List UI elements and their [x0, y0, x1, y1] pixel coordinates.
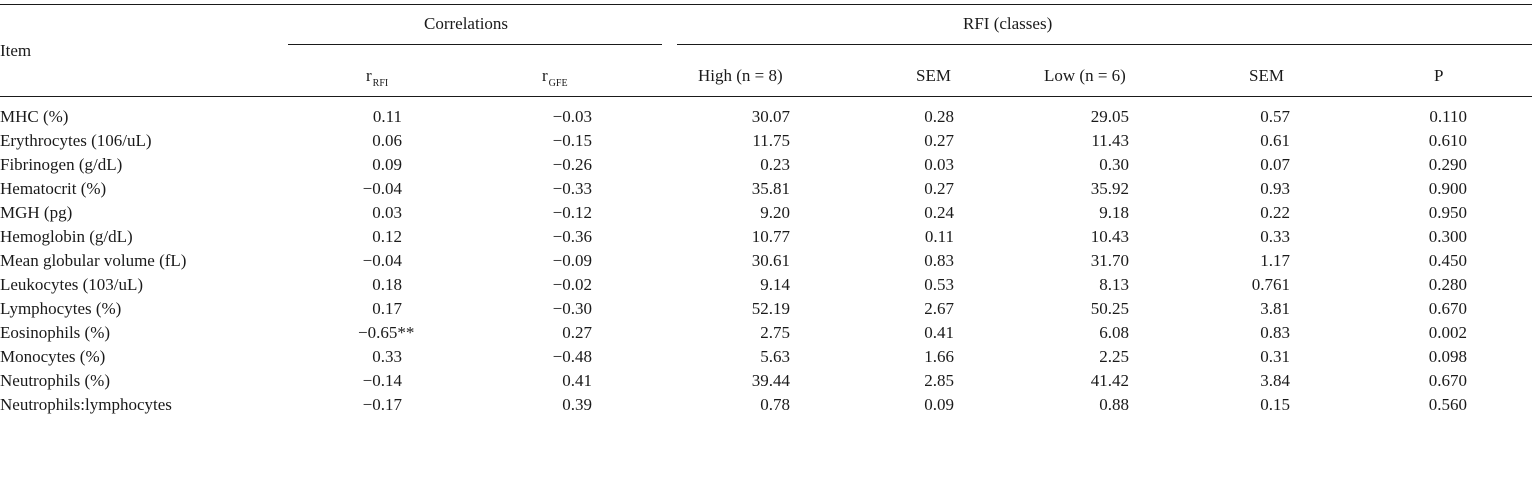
cell-sem-1: 0.27: [924, 131, 954, 150]
header-sem-1: SEM: [916, 66, 951, 85]
header-correlations: Correlations: [424, 14, 509, 33]
cell-sem-2: 3.81: [1260, 299, 1290, 318]
cell-r-rfi: −0.04: [362, 179, 402, 198]
cell-low: 8.13: [1099, 275, 1129, 294]
cell-sem-1: 2.67: [924, 299, 954, 318]
cell-sem-2: 0.83: [1260, 323, 1290, 342]
cell-item: Monocytes (%): [0, 347, 106, 366]
cell-r-gfe: −0.36: [552, 227, 592, 246]
cell-r-gfe: −0.33: [552, 179, 592, 198]
cell-p: 0.670: [1428, 299, 1467, 318]
cell-p: 0.610: [1428, 131, 1467, 150]
cell-sem-1: 2.85: [924, 371, 954, 390]
header-bottom-rule: [0, 96, 1532, 97]
cell-r-gfe: 0.41: [562, 371, 592, 390]
cell-r-rfi: −0.17: [362, 395, 402, 414]
cell-r-rfi: −0.04: [362, 251, 402, 270]
cell-r-gfe: −0.48: [552, 347, 592, 366]
cell-low: 10.43: [1090, 227, 1129, 246]
cell-item: Fibrinogen (g/dL): [0, 155, 123, 174]
correlations-underline: [288, 44, 662, 45]
cell-sem-2: 3.84: [1260, 371, 1290, 390]
cell-low: 35.92: [1090, 179, 1129, 198]
cell-sem-1: 0.28: [924, 107, 954, 126]
cell-p: 0.110: [1429, 107, 1467, 126]
cell-sem-2: 0.93: [1260, 179, 1290, 198]
cell-r-gfe: −0.02: [552, 275, 592, 294]
cell-item: Neutrophils (%): [0, 371, 111, 390]
cell-sem-2: 0.22: [1260, 203, 1290, 222]
cell-item: Hematocrit (%): [0, 179, 107, 198]
cell-sem-1: 0.24: [924, 203, 954, 222]
cell-item: Lymphocytes (%): [0, 299, 122, 318]
header-r-gfe: [542, 66, 568, 89]
cell-sem-1: 0.11: [924, 227, 954, 246]
cell-r-rfi: 0.18: [372, 275, 402, 294]
cell-sem-1: 0.03: [924, 155, 954, 174]
cell-item: Neutrophils:lymphocytes: [0, 395, 172, 414]
cell-r-gfe: −0.26: [552, 155, 592, 174]
cell-sem-2: 0.15: [1260, 395, 1290, 414]
cell-sem-1: 0.27: [924, 179, 954, 198]
cell-high: 10.77: [751, 227, 790, 246]
cell-sem-2: 1.17: [1260, 251, 1290, 270]
table-top-rule: [0, 4, 1532, 5]
cell-high: 39.44: [751, 371, 790, 390]
r-gfe-subscript: GFE: [548, 78, 568, 89]
cell-r-gfe: 0.39: [562, 395, 592, 414]
cell-high: 30.07: [751, 107, 790, 126]
cell-low: 9.18: [1099, 203, 1129, 222]
cell-r-gfe: −0.09: [552, 251, 592, 270]
cell-sem-2: 0.33: [1260, 227, 1290, 246]
cell-p: 0.670: [1428, 371, 1467, 390]
header-low: Low (n = 6): [1044, 66, 1126, 85]
cell-r-gfe: −0.30: [552, 299, 592, 318]
cell-p: 0.002: [1428, 323, 1467, 342]
cell-item: Leukocytes (103/uL): [0, 275, 144, 294]
cell-high: 11.75: [752, 131, 790, 150]
cell-low: 0.88: [1099, 395, 1129, 414]
cell-p: 0.280: [1428, 275, 1467, 294]
cell-r-rfi: 0.11: [372, 107, 402, 126]
cell-r-rfi: 0.03: [372, 203, 402, 222]
cell-r-rfi: −0.14: [362, 371, 402, 390]
cell-r-gfe: 0.27: [562, 323, 592, 342]
cell-r-gfe: −0.12: [552, 203, 592, 222]
cell-low: 31.70: [1090, 251, 1129, 270]
cell-high: 9.14: [760, 275, 790, 294]
cell-p: 0.950: [1428, 203, 1467, 222]
cell-sem-1: 1.66: [924, 347, 954, 366]
r-rfi-base: r: [366, 66, 372, 85]
cell-r-rfi: 0.33: [372, 347, 402, 366]
cell-high: 0.23: [760, 155, 790, 174]
header-item: Item: [0, 41, 32, 60]
header-high: High (n = 8): [698, 66, 783, 85]
cell-item: MGH (pg): [0, 203, 73, 222]
rfi-classes-underline: [677, 44, 1532, 45]
cell-r-gfe: −0.15: [552, 131, 592, 150]
cell-high: 52.19: [751, 299, 790, 318]
cell-sem-2: 0.61: [1260, 131, 1290, 150]
cell-p: 0.300: [1428, 227, 1467, 246]
cell-sem-2: 0.57: [1260, 107, 1290, 126]
cell-sem-2: 0.31: [1260, 347, 1290, 366]
cell-p: 0.560: [1428, 395, 1467, 414]
cell-high: 9.20: [760, 203, 790, 222]
cell-item: Erythrocytes (106/uL): [0, 131, 152, 150]
cell-low: 41.42: [1090, 371, 1129, 390]
cell-sem-1: 0.53: [924, 275, 954, 294]
cell-high: 35.81: [751, 179, 790, 198]
cell-high: 0.78: [760, 395, 790, 414]
cell-p: 0.098: [1428, 347, 1467, 366]
cell-item: MHC (%): [0, 107, 69, 126]
cell-sem-2: 0.07: [1260, 155, 1290, 174]
cell-sem-1: 0.41: [924, 323, 954, 342]
cell-low: 0.30: [1099, 155, 1129, 174]
cell-r-rfi: 0.06: [372, 131, 402, 150]
cell-r-rfi: −0.65**: [358, 323, 415, 342]
cell-low: 29.05: [1090, 107, 1129, 126]
cell-high: 5.63: [760, 347, 790, 366]
cell-item: Eosinophils (%): [0, 323, 111, 342]
cell-high: 30.61: [751, 251, 790, 270]
header-r-rfi: [366, 66, 388, 89]
r-gfe-base: r: [542, 66, 548, 85]
cell-p: 0.450: [1428, 251, 1467, 270]
cell-item: Hemoglobin (g/dL): [0, 227, 133, 246]
cell-r-gfe: −0.03: [552, 107, 592, 126]
cell-item: Mean globular volume (fL): [0, 251, 187, 270]
cell-low: 50.25: [1090, 299, 1129, 318]
cell-sem-1: 0.09: [924, 395, 954, 414]
cell-high: 2.75: [760, 323, 790, 342]
header-p: P: [1434, 66, 1444, 85]
cell-p: 0.290: [1428, 155, 1467, 174]
cell-p: 0.900: [1428, 179, 1467, 198]
cell-r-rfi: 0.09: [372, 155, 402, 174]
cell-sem-2: 0.761: [1251, 275, 1290, 294]
cell-low: 11.43: [1091, 131, 1129, 150]
header-rfi-classes: RFI (classes): [963, 14, 1053, 33]
cell-r-rfi: 0.17: [372, 299, 402, 318]
r-rfi-subscript: RFI: [372, 78, 389, 89]
cell-r-rfi: 0.12: [372, 227, 402, 246]
header-sem-2: SEM: [1249, 66, 1284, 85]
cell-low: 6.08: [1099, 323, 1129, 342]
cell-low: 2.25: [1099, 347, 1129, 366]
cell-sem-1: 0.83: [924, 251, 954, 270]
